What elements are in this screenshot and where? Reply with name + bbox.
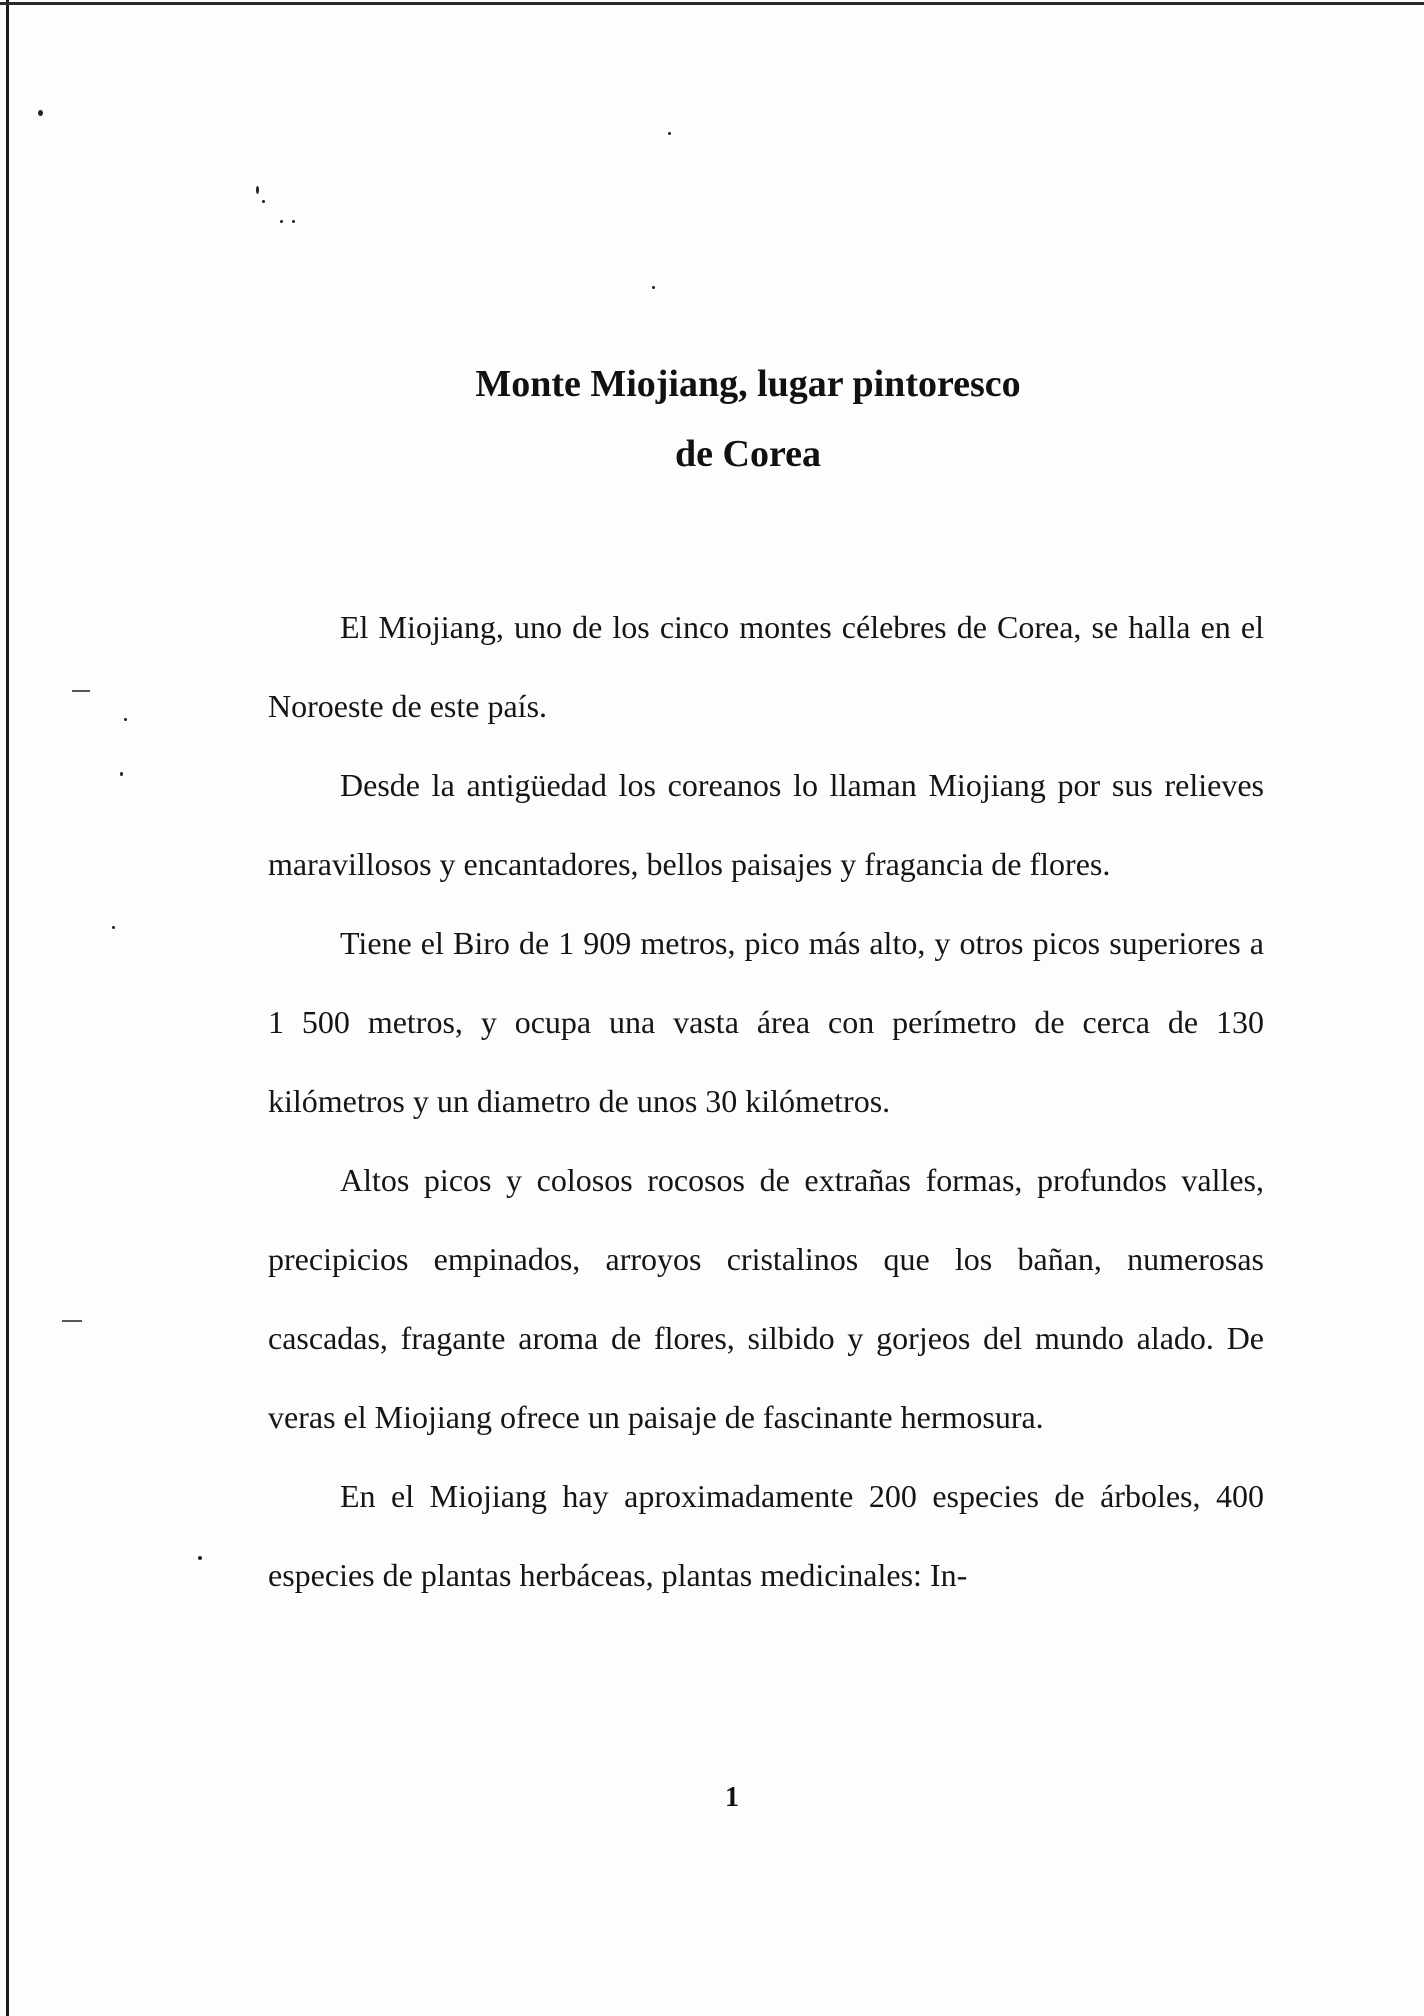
- document-title-line-1: Monte Miojiang, lugar pintoresco: [475, 363, 1021, 405]
- paragraph: Altos picos y colosos rocosos de extrañas formas, profundos valles, precipicios empinados, arroyos cristalinos que los bañan, numerosas cascadas, fragante aroma de flores, silbido y gorjeos del mundo alado. De veras el Miojiang ofrece un paisaje de fascinante hermosura.: [268, 1162, 1264, 1435]
- scan-speck: [668, 132, 671, 135]
- scan-speck: [124, 718, 127, 721]
- paragraph: El Miojiang, uno de los cinco montes célebres de Corea, se halla en el Noroeste de este país.: [268, 609, 1264, 724]
- page-number: 1: [725, 1782, 739, 1813]
- scan-speck: [262, 200, 265, 203]
- paragraph: Desde la antigüedad los coreanos lo llaman Miojiang por sus relieves maravillosos y encantadores, bellos paisajes y fragancia de flores.: [268, 767, 1264, 882]
- scan-speck: [256, 186, 259, 194]
- document-body: [268, 588, 1264, 1615]
- scan-speck: [292, 220, 295, 223]
- document-title-line-2: de Corea: [675, 433, 821, 475]
- scan-left-edge: [6, 0, 9, 2016]
- scan-top-edge: [0, 2, 1424, 5]
- scan-mark: [62, 1320, 82, 1322]
- scan-mark: [72, 690, 90, 692]
- paragraph: En el Miojiang hay aproximadamente 200 especies de árboles, 400 especies de plantas herbáceas, plantas medicinales: In-: [268, 1478, 1264, 1593]
- scan-speck: [198, 1556, 202, 1560]
- scan-speck: [38, 110, 43, 116]
- scan-speck: [652, 286, 655, 289]
- scan-speck: [112, 926, 115, 929]
- scan-speck: [120, 772, 123, 776]
- paragraph: Tiene el Biro de 1 909 metros, pico más alto, y otros picos superiores a 1 500 metros, y ocupa una vasta área con perímetro de cerca de 130 kilómetros y un diametro de unos 30 kilómetros.: [268, 925, 1264, 1119]
- scan-speck: [280, 220, 283, 223]
